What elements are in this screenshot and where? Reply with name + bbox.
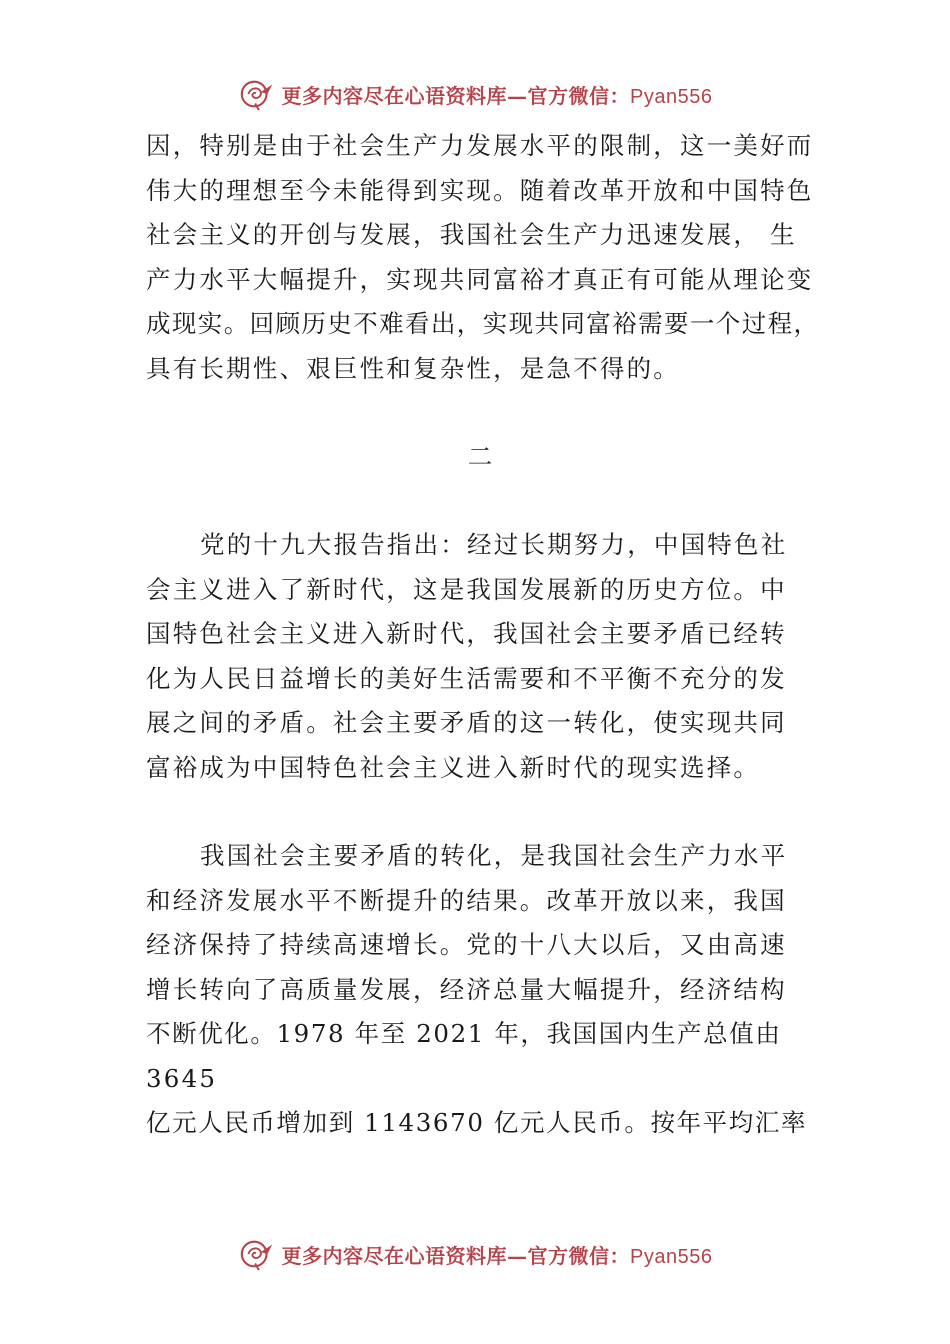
rose-logo-icon xyxy=(238,75,276,113)
text-line: 我国社会主要矛盾的转化，是我国社会生产力水平 xyxy=(200,841,788,870)
text-line: 社会主义的开创与发展，我国社会生产力迅速发展， 生 xyxy=(146,220,797,249)
text-line: 富裕成为中国特色社会主义进入新时代的现实选择。 xyxy=(146,752,761,782)
text-line: 经济保持了持续高速增长。党的十八大以后，又由高速 xyxy=(146,930,787,959)
text-line: 亿元人民币增加到 1143670 亿元人民币。按年平均汇率 xyxy=(146,1108,808,1137)
document-body xyxy=(146,124,836,1146)
text-line: 3645 xyxy=(146,1063,218,1093)
text-line: 伟大的理想至今未能得到实现。随着改革开放和中国特色 xyxy=(146,175,814,205)
paragraph-2 xyxy=(146,523,836,790)
footer-banner xyxy=(0,1232,950,1276)
text-line: 因，特别是由于社会生产力发展水平的限制，这一美好而 xyxy=(146,131,814,160)
wechat-id: Pyan556 xyxy=(630,1245,713,1268)
spacer xyxy=(146,479,836,523)
text-line: 具有长期性、艰巨性和复杂性，是急不得的。 xyxy=(146,353,680,383)
text-line: 展之间的矛盾。社会主要矛盾的这一转化，使实现共同 xyxy=(146,708,787,737)
rose-logo-icon xyxy=(238,1235,276,1273)
text-line: 产力水平大幅提升，实现共同富裕才真正有可能从理论变 xyxy=(146,264,814,294)
banner-text: 更多内容尽在心语资料库—官方微信：Pyan556 xyxy=(281,1243,713,1268)
text-line: 成现实。回顾历史不难看出，实现共同富裕需要一个过程， xyxy=(146,309,820,338)
paragraph-3 xyxy=(146,834,836,1146)
text-line: 增长转向了高质量发展，经济总量大幅提升，经济结构 xyxy=(146,974,787,1004)
spacer xyxy=(146,790,836,834)
section-heading: 二 xyxy=(467,442,495,471)
spacer xyxy=(146,391,836,435)
banner-text: 更多内容尽在心语资料库—官方微信：Pyan556 xyxy=(281,83,713,108)
text-line: 化为人民日益增长的美好生活需要和不平衡不充分的发 xyxy=(146,663,787,693)
text-line: 不断优化。1978 年至 2021 年，我国国内生产总值由 xyxy=(146,1019,782,1048)
header-banner xyxy=(0,72,950,116)
wechat-id: Pyan556 xyxy=(630,85,713,108)
text-line: 和经济发展水平不断提升的结果。改革开放以来，我国 xyxy=(146,885,787,915)
text-line: 国特色社会主义进入新时代，我国社会主要矛盾已经转 xyxy=(146,619,787,648)
paragraph-1 xyxy=(146,124,836,391)
text-line: 党的十九大报告指出：经过长期努力，中国特色社 xyxy=(200,530,788,559)
text-line: 会主义进入了新时代，这是我国发展新的历史方位。中 xyxy=(146,574,787,604)
